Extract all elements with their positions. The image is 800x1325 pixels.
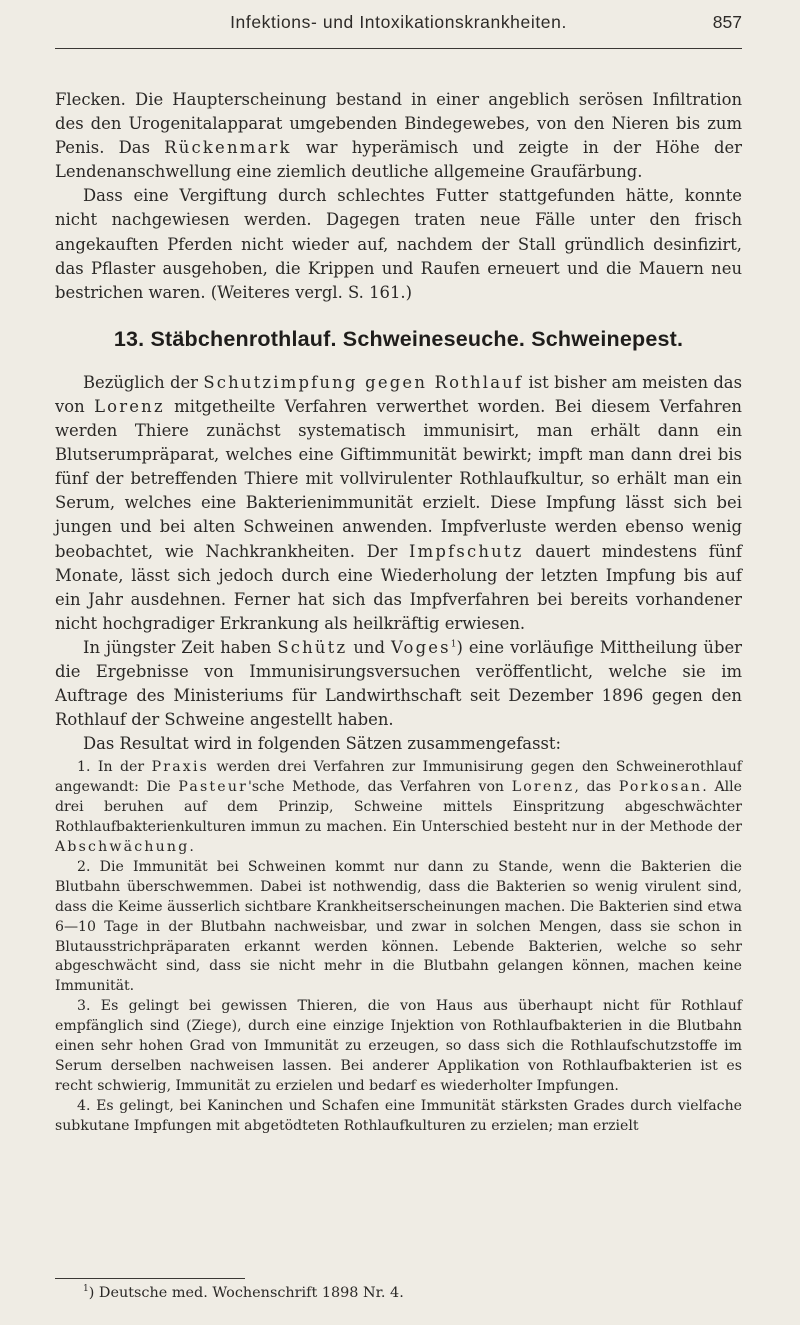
page-number: 857 [712, 12, 742, 32]
footnote-reference[interactable]: 1 [450, 639, 457, 650]
main-text-after-heading [55, 371, 742, 757]
main-text-before-heading [55, 88, 742, 305]
section-heading: 13. Stäbchenrothlauf. Schweineseuche. Schweinepest. [113, 326, 684, 351]
summary-item-3: 3. Es gelingt bei gewissen Thieren, die von Haus aus überhaupt nicht für Rothlauf empfänglich sind (Ziege), durch eine einzige Injektion von Rothlaufbakterien in die Blutbahn einen sehr hohen Grad von Immunität zu erzeugen, so dass sich die Rothlaufschutzstoffe im Serum derselben nachweisen lassen. Bei anderer Applikation von Rothlaufbakterien ist es recht schwierig, Immunität zu erzielen und bedarf es wiederholter Impfungen. [55, 998, 742, 1094]
emphasis-schutzimpfung: Schutzimpfung gegen Rothlauf [203, 372, 524, 392]
paragraph-3: Bezüglich der Schutzimpfung gegen Rothlauf ist bisher am meisten das von Lorenz mitgetheilte Verfahren verwerthet worden. Bei diesem Verfahren werden Thiere zunächst systematisch immunisirt, man erhält dann ein Blutserumpräparat, welches eine Giftimmunität bewirkt; impft man dann drei bis fünf der betreffenden Thiere mit vollvirulenter Rothlaufkultur, so erhält man ein Serum, welches eine Bakterienimmunität erzielt. Diese Impfung lässt sich bei jungen und bei alten Schweinen anwenden. Impfverluste werden ebenso wenig beobachtet, wie Nachkrankheiten. Der Impfschutz dauert mindestens fünf Monate, lässt sich jedoch durch eine Wiederholung der letzten Impfung bis auf ein Jahr ausdehnen. Ferner hat sich das Impfverfahren bei bereits vorhandener nicht hochgradiger Erkrankung als heilkräftig erwiesen. [55, 372, 742, 633]
paragraph-2: Dass eine Vergiftung durch schlechtes Futter stattgefunden hätte, konnte nicht nachgewiesen werden. Dagegen traten neue Fälle unter den frisch angekauften Pferden nicht wieder auf, nachdem der Stall gründlich desinfizirt, das Pflaster ausgehoben, die Krippen und Raufen erneuert und die Mauern neu bestrichen waren. (Weiteres vergl. S. 161.) [55, 186, 742, 302]
author-voges: Voges [390, 637, 451, 657]
author-schuetz: Schütz [277, 637, 348, 657]
author-lorenz: Lorenz [94, 396, 165, 416]
paragraph-1: Flecken. Die Haupterscheinung bestand in einer angeblich serösen Infiltration des den Urogenitalapparat umgebenden Bindegewebes, von den Nieren bis zum Penis. Das Rückenmark war hyperämisch und zeigte in der Höhe der Lendenanschwellung eine ziemlich deutliche allgemeine Graufärbung. [55, 90, 742, 182]
summary-item-1: 1. In der Praxis werden drei Verfahren zur Immunisirung gegen den Schweinerothlauf angewandt: Die Pasteur'sche Methode, das Verfahren von Lorenz, das Porkosan. Alle drei beruhen auf dem Prinzip, Schweine mittels Einspritzung abgeschwächter Rothlaufbakterienkulturen immun zu machen. Ein Unterschied besteht nur in der Methode der Abschwächung. [55, 759, 742, 855]
footnote-text: $^1$) Deutsche med. Wochenschrift 1898 Nr. 4. [83, 1284, 404, 1301]
running-title: Infektions- und Intoxikationskrankheiten. [230, 12, 567, 32]
body-text [55, 88, 742, 1137]
paragraph-4: In jüngster Zeit haben Schütz und Voges$^1$) eine vorläufige Mittheilung über die Ergebnisse von Immunisirungsversuchen veröffentlicht, welche sie im Auftrage des Ministeriums für Landwirthschaft seit Dezember 1896 gegen den Rothlauf der Schweine angestellt haben. [55, 637, 742, 730]
summary-item-4: 4. Es gelingt, bei Kaninchen und Schafen eine Immunität stärksten Grades durch vielfache subkutane Impfungen mit abgetödteten Rothlaufkulturen zu erzielen; man erzielt [55, 1097, 742, 1134]
footnote-rule [55, 1278, 245, 1279]
numbered-summary [55, 758, 742, 1136]
summary-item-2: 2. Die Immunität bei Schweinen kommt nur dann zu Stande, wenn die Bakterien die Blutbahn überschwemmen. Dabei ist nothwendig, dass die Bakterien so wenig virulent sind, dass die Keime äusserlich sichtbare Krankheitserscheinungen machen. Die Bakterien sind etwa 6—10 Tage in der Blutbahn nachweisbar, und zwar in solchen Mengen, dass sie schon in Blutausstrichpräparaten erkannt werden können. Lebende Bakterien, welche so sehr abgeschwächt sind, dass sie nicht mehr in die Blutbahn gelangen können, machen keine Immunität. [55, 858, 742, 995]
paragraph-5: Das Resultat wird in folgenden Sätzen zusammengefasst: [83, 734, 562, 754]
footnote-mark: 1 [83, 1284, 89, 1295]
footnote [55, 1278, 742, 1301]
emphasis-rueckenmark: Rückenmark [164, 138, 292, 158]
running-header [55, 12, 742, 49]
emphasis-impfschutz: Impfschutz [409, 541, 524, 561]
